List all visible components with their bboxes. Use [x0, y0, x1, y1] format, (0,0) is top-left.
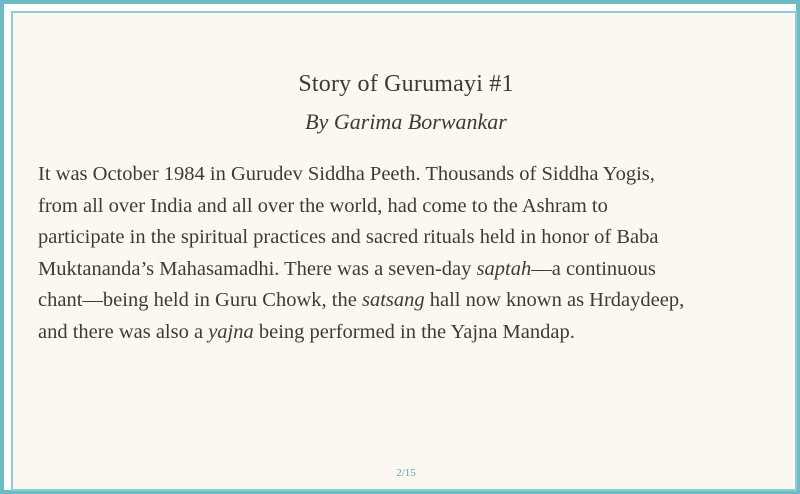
italic-term-yajna: yajna	[208, 320, 254, 343]
body-line: participate in the spiritual practices and sacred rituals held in honor of Baba	[38, 226, 659, 248]
body-line: and there was also a yajna being performed in the Yajna Mandap.	[38, 320, 575, 343]
italic-term-satsang: satsang	[361, 289, 425, 311]
body-line: from all over India and all over the world, had come to the Ashram to	[38, 194, 608, 217]
story-body	[38, 159, 783, 348]
body-line: It was October 1984 in Gurudev Siddha Peeth. Thousands of Siddha Yogis,	[38, 163, 655, 185]
story-author: By Garima Borwankar	[305, 109, 507, 134]
body-line: chant—being held in Guru Chowk, the satsang hall now known as Hrdaydeep,	[38, 289, 685, 311]
story-title: Story of Gurumayi #1	[298, 71, 514, 97]
body-line: Muktananda’s Mahasamadhi. There was a seven-day saptah—a continuous	[38, 257, 656, 280]
page-number: 2/15	[396, 467, 416, 479]
italic-term-saptah: saptah	[476, 257, 532, 280]
page-card	[11, 11, 797, 491]
